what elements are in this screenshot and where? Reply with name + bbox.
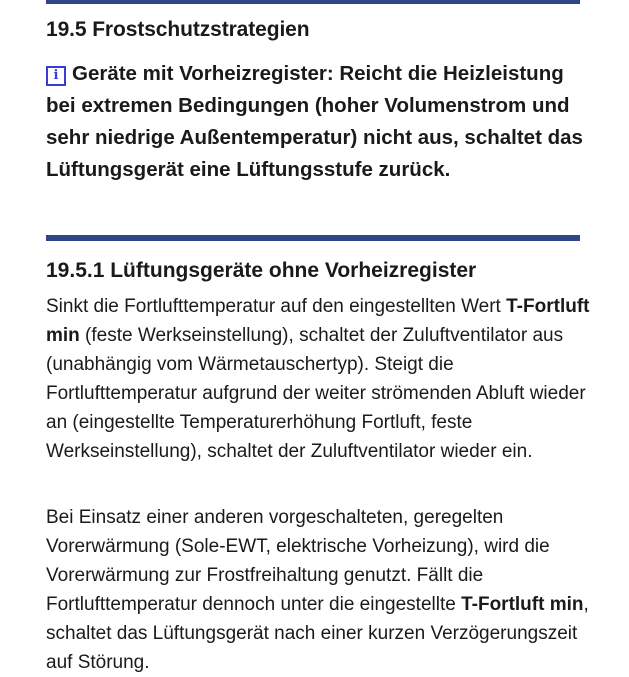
info-icon: i <box>46 66 66 86</box>
info-note <box>46 58 586 186</box>
paragraph-1 <box>46 292 591 466</box>
subsection-title: 19.5.1 Lüftungsgeräte ohne Vorheizregister <box>46 259 477 282</box>
top-divider <box>46 0 580 4</box>
section-divider <box>46 235 580 241</box>
paragraph-2 <box>46 503 591 677</box>
paragraph-text: Bei Einsatz einer anderen vorgeschalteten, geregelten Vorerwärmung (Sole-EWT, elektrische Vorheizung), wird die Vorerwärmung zur Frostfreihaltung genutzt. Fällt die Fortlufttemperatur dennoch unter die eingestellte <box>46 507 550 615</box>
paragraph-text: , schaltet das Lüftungsgerät nach einer kurzen Verzögerungszeit auf Störung. <box>46 594 589 673</box>
paragraph-text: Sinkt die Fortlufttemperatur auf den eingestellten Wert <box>46 296 507 317</box>
section-title: 19.5 Frostschutzstrategien <box>46 18 310 41</box>
parameter-name: T-Fortluft min <box>461 594 584 615</box>
paragraph-text: (feste Werkseinstellung), schaltet der Zuluftventilator aus (unabhängig vom Wärmetauschertyp). Steigt die Fortlufttemperatur aufgrund der weiter strömenden Abluft wieder an (eingestellte Temperaturerhöhung Fortluft, feste Werkseinstellung), schaltet der Zuluftventilator wieder ein. <box>46 325 586 462</box>
info-note-text: Geräte mit Vorheizregister: Reicht die Heizleistung bei extremen Bedingungen (hoher Volumenstrom und sehr niedrige Außentemperatur) nicht aus, schaltet das Lüftungsgerät eine Lüftungsstufe zurück. <box>46 62 583 181</box>
parameter-name: T-Fortluft min <box>46 296 590 346</box>
